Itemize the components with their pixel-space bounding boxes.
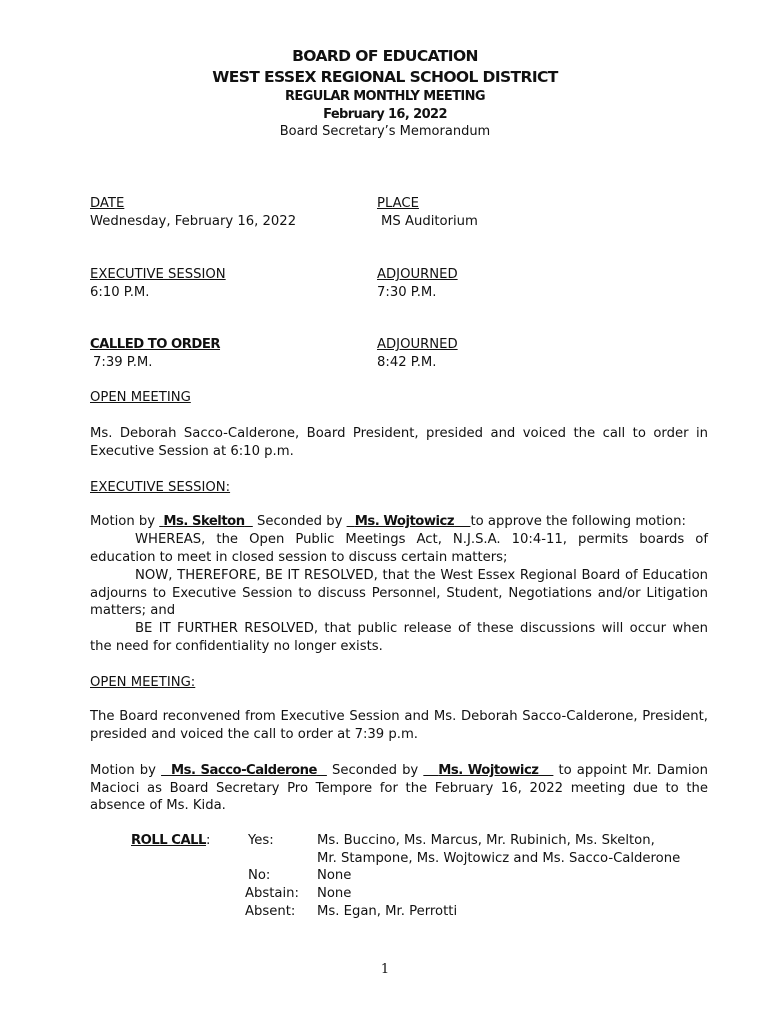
executive-session-heading: EXECUTIVE SESSION: bbox=[90, 480, 231, 495]
motion-2-mover: Ms. Sacco-Calderone bbox=[171, 763, 317, 778]
date-label: DATE bbox=[90, 196, 125, 211]
call-to-order-paragraph: Ms. Deborah Sacco-Calderone, Board President, presided and voiced the call to order in Executive Session at 6:10 p.m. bbox=[90, 426, 708, 459]
called-to-order-label: CALLED TO ORDER bbox=[90, 337, 221, 352]
open-meeting-heading: OPEN MEETING bbox=[90, 390, 191, 405]
roll-call-abstain-value: None bbox=[317, 886, 352, 901]
roll-call-yes-names-1: Ms. Buccino, Ms. Marcus, Mr. Rubinich, Ms. Skelton, bbox=[317, 833, 655, 848]
adjourned-label-2: ADJOURNED bbox=[377, 337, 458, 352]
adjourned-time-1: 7:30 P.M. bbox=[377, 285, 437, 300]
page-number: 1 bbox=[380, 962, 390, 977]
roll-call-absent-value: Ms. Egan, Mr. Perrotti bbox=[317, 904, 458, 919]
adjourned-label-1: ADJOURNED bbox=[377, 267, 458, 282]
roll-call-no-label: No: bbox=[248, 868, 271, 883]
motion-2-seconded-label: Seconded by bbox=[331, 763, 419, 778]
motion-1-seconded-label: Seconded by bbox=[256, 514, 343, 529]
motion-1-prefix: Motion by bbox=[90, 514, 156, 529]
date-value: Wednesday, February 16, 2022 bbox=[90, 214, 297, 229]
header-board-title: BOARD OF EDUCATION bbox=[292, 47, 478, 65]
motion-2-suffix: to appoint Mr. Damion Macioci as Board Secretary Pro Tempore for the February 16, 2022 meeting due to the absence of Ms. Kida. bbox=[90, 763, 708, 814]
open-meeting-heading-2: OPEN MEETING: bbox=[90, 675, 196, 690]
roll-call-heading: ROLL CALL: bbox=[131, 833, 211, 848]
motion-2-paragraph bbox=[90, 762, 708, 815]
be-it-further-clause: BE IT FURTHER RESOLVED, that public release of these discussions will occur when the need for confidentiality no longer exists. bbox=[90, 621, 708, 654]
executive-session-label: EXECUTIVE SESSION bbox=[90, 267, 226, 282]
reconvened-paragraph: The Board reconvened from Executive Session and Ms. Deborah Sacco-Calderone, President, presided and voiced the call to order at 7:39 p.m. bbox=[90, 709, 708, 742]
motion-2-prefix: Motion by bbox=[90, 763, 156, 778]
motion-2-seconder: Ms. Wojtowicz bbox=[438, 763, 539, 778]
roll-call-yes-names-2: Mr. Stampone, Ms. Wojtowicz and Ms. Sacco-Calderone bbox=[317, 851, 681, 866]
place-value: MS Auditorium bbox=[381, 214, 478, 229]
roll-call-no-value: None bbox=[317, 868, 352, 883]
header-meeting-date: February 16, 2022 bbox=[323, 107, 447, 122]
header-meeting-type: REGULAR MONTHLY MEETING bbox=[285, 89, 485, 104]
now-therefore-clause: NOW, THEREFORE, BE IT RESOLVED, that the West Essex Regional Board of Education adjourns to Executive Session to discuss Personnel, Student, Negotiations and/or Litigation matters; and bbox=[90, 568, 708, 619]
header-memo-title: Board Secretary’s Memorandum bbox=[279, 124, 491, 139]
adjourned-time-2: 8:42 P.M. bbox=[377, 355, 437, 370]
header-district-name: WEST ESSEX REGIONAL SCHOOL DISTRICT bbox=[212, 68, 558, 86]
motion-1-seconder: Ms. Wojtowicz bbox=[354, 514, 455, 529]
whereas-clause: WHEREAS, the Open Public Meetings Act, N.J.S.A. 10:4-11, permits boards of education to meet in closed session to discuss certain matters; bbox=[90, 532, 708, 565]
motion-1-line bbox=[90, 513, 686, 531]
roll-call-abstain-label: Abstain: bbox=[245, 886, 299, 901]
called-to-order-time: 7:39 P.M. bbox=[93, 355, 153, 370]
roll-call-yes-label: Yes: bbox=[248, 833, 274, 848]
executive-session-time: 6:10 P.M. bbox=[90, 285, 150, 300]
motion-1-mover: Ms. Skelton bbox=[163, 514, 245, 529]
roll-call-absent-label: Absent: bbox=[245, 904, 296, 919]
motion-1-suffix: to approve the following motion: bbox=[470, 514, 686, 529]
place-label: PLACE bbox=[377, 196, 419, 211]
